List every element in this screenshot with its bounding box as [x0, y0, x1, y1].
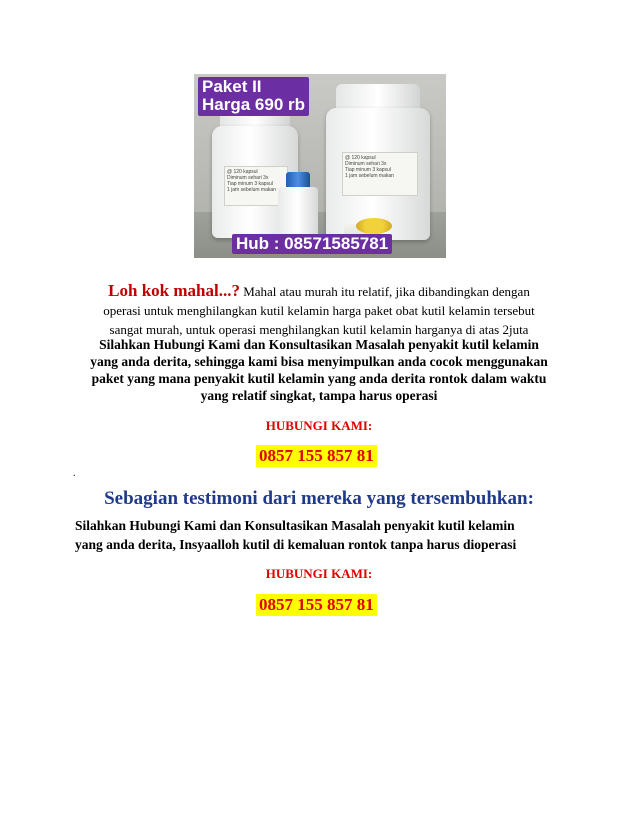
consultation-paragraph [50, 336, 588, 404]
separator-dot: . [73, 468, 76, 479]
intro-line-1 [60, 281, 578, 301]
consultation-line-4: yang relatif singkat, tampa harus operasi [200, 388, 438, 403]
left-bottle-label: @ 120 kapsul Diminum sehari 3x Tiap minum 3 kapsul 1 jam sebelum makan [224, 166, 288, 206]
package-price-badge [198, 77, 309, 116]
contact-label: HUBUNGI KAMI: [265, 418, 373, 433]
small-bottle [278, 187, 318, 241]
intro-lead: Loh kok mahal...? [108, 281, 240, 300]
consultation-line-1: Silahkan Hubungi Kami dan Konsultasikan Masalah penyakit kutil kelamin [99, 337, 539, 352]
testimonial-line-1: Silahkan Hubungi Kami dan Konsultasikan Masalah penyakit kutil kelamin [75, 518, 515, 533]
testimonial-heading: Sebagian testimoni dari mereka yang tersembuhkan: [104, 488, 534, 509]
contact-phone-2[interactable]: 0857 155 857 81 [256, 594, 377, 616]
intro-line-2: operasi untuk menghilangkan kutil kelamin harga paket obat kutil kelamin tersebut [103, 303, 535, 318]
consultation-line-2: yang anda derita, sehingga kami bisa menyimpulkan anda cocok menggunakan [90, 354, 548, 369]
right-bottle-label: @ 120 kapsul Diminum sehari 3x Tiap minum 3 kapsul 1 jam sebelum makan [342, 152, 418, 196]
contact-label-2: HUBUNGI KAMI: [265, 566, 373, 581]
package-name: Paket II [202, 77, 262, 96]
contact-phone[interactable]: 0857 155 857 81 [256, 445, 377, 467]
intro-line-1-text: Mahal atau murah itu relatif, jika dibandingkan dengan [243, 284, 530, 299]
testimonial-line-2: yang anda derita, Insyaalloh kutil di kemaluan rontok tanpa harus dioperasi [75, 537, 517, 552]
testimonial-paragraph [75, 516, 516, 554]
product-photo [194, 74, 446, 258]
intro-line-3: sangat murah, untuk operasi menghilangkan kutil kelamin harganya di atas 2juta [109, 322, 529, 337]
hub-phone-overlay: Hub : 08571585781 [232, 234, 392, 254]
consultation-line-3: paket yang mana penyakit kutil kelamin yang anda derita rontok dalam waktu [91, 371, 547, 386]
ointment-jar-lid [356, 218, 392, 234]
intro-paragraph [60, 281, 578, 339]
package-price: Harga 690 rb [202, 95, 305, 114]
